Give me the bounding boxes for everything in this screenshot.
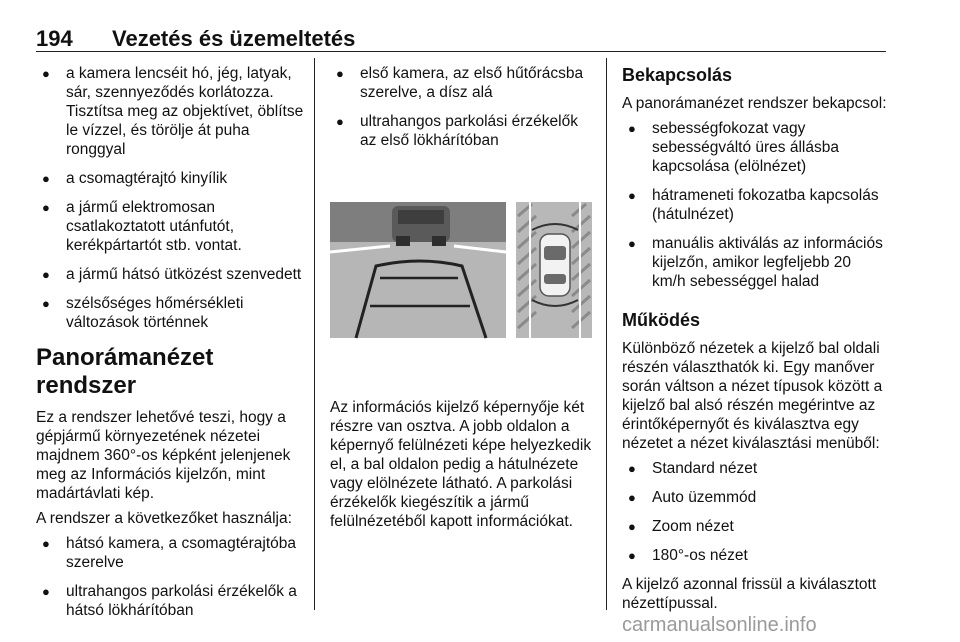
intro-paragraph: Ez a rendszer lehetővé teszi, hogy a gépjármű környezetének nézetei majdnem 360°-os képként jelenjenek meg az Információs kijelzőn, mint madártávlati kép. bbox=[36, 409, 291, 502]
column-1 bbox=[36, 64, 304, 630]
list-item: ● a jármű elektromosan csatlakoztatott utánfutót, kerékpártartót stb. vontat. bbox=[36, 198, 304, 255]
list-item: ● ultrahangos parkolási érzékelők az első lökhárítóban bbox=[330, 112, 592, 150]
page-number: 194 bbox=[36, 26, 73, 51]
list-item: ● sebességfokozat vagy sebességváltó üres állásba kapcsolása (elölnézet) bbox=[622, 119, 888, 176]
components-list bbox=[36, 534, 304, 620]
figure-caption: Az információs kijelző képernyője két részre van osztva. A jobb oldalon a képernyő felülnézeti képe helyezkedik el, a bal oldalon pedig a hátulnézete vagy elölnézete látható. A parkolási érzékelők kiegészítik a jármű felülnézetéből kapott információkat. bbox=[330, 399, 592, 530]
view-types-list bbox=[622, 459, 888, 565]
list-item: ● a csomagtérajtó kinyílik bbox=[36, 169, 304, 188]
list-item: ● Standard nézet bbox=[622, 459, 888, 478]
uses-paragraph: A rendszer a következőket használja: bbox=[36, 510, 292, 527]
watermark: carmanualsonline.info bbox=[622, 614, 817, 636]
column-2 bbox=[330, 64, 592, 537]
list-item: ● manuális aktiválás az információs kijelzőn, amikor legfeljebb 20 km/h sebességgel halad bbox=[622, 234, 888, 291]
operation-paragraph: Különböző nézetek a kijelző bal oldali részén választhatók ki. Egy manőver során váltson a nézet típusok között a kijelző bal alsó részén megérintve az érintőképernyőt és kiválasztva egy nézetet a nézet kiválasztási menüből: bbox=[622, 340, 883, 452]
rear-view-image bbox=[330, 202, 506, 338]
list-item: ● hátrameneti fokozatba kapcsolás (hátulnézet) bbox=[622, 186, 888, 224]
list-item: ● ultrahangos parkolási érzékelők a hátsó lökhárítóban bbox=[36, 582, 304, 620]
section-heading: Panorámanézet rendszer bbox=[36, 344, 214, 399]
list-item: ● első kamera, az első hűtőrácsba szerelve, a dísz alá bbox=[330, 64, 592, 102]
camera-conditions-list bbox=[36, 64, 304, 332]
list-item: ● szélsőséges hőmérsékleti változások történnek bbox=[36, 294, 304, 332]
list-item: ● 180°-os nézet bbox=[622, 546, 888, 565]
subheading-operation: Működés bbox=[622, 310, 701, 330]
list-item: ● a kamera lencséit hó, jég, latyak, sár, szennyeződés korlátozza. Tisztítsa meg az objektívet, öblítse le vízzel, és törölje át puha ronggyal bbox=[36, 64, 304, 159]
list-item: ● hátsó kamera, a csomagtérajtóba szerelve bbox=[36, 534, 304, 572]
camera-display-illustration bbox=[330, 166, 592, 376]
column-3 bbox=[622, 64, 888, 619]
column-divider-2 bbox=[606, 58, 607, 610]
top-view-image bbox=[516, 202, 592, 338]
components-list-continued bbox=[330, 64, 592, 150]
activation-list bbox=[622, 119, 888, 291]
chapter-title: Vezetés és üzemeltetés bbox=[112, 26, 356, 51]
update-paragraph: A kijelző azonnal frissül a kiválasztott nézettípussal. bbox=[622, 576, 877, 612]
header-rule bbox=[36, 51, 886, 52]
subheading-activation: Bekapcsolás bbox=[622, 65, 733, 85]
column-divider-1 bbox=[314, 58, 315, 610]
list-item: ● Zoom nézet bbox=[622, 517, 888, 536]
list-item: ● a jármű hátsó ütközést szenvedett bbox=[36, 265, 304, 284]
activation-paragraph: A panorámanézet rendszer bekapcsol: bbox=[622, 95, 887, 112]
page-header bbox=[36, 26, 888, 52]
list-item: ● Auto üzemmód bbox=[622, 488, 888, 507]
